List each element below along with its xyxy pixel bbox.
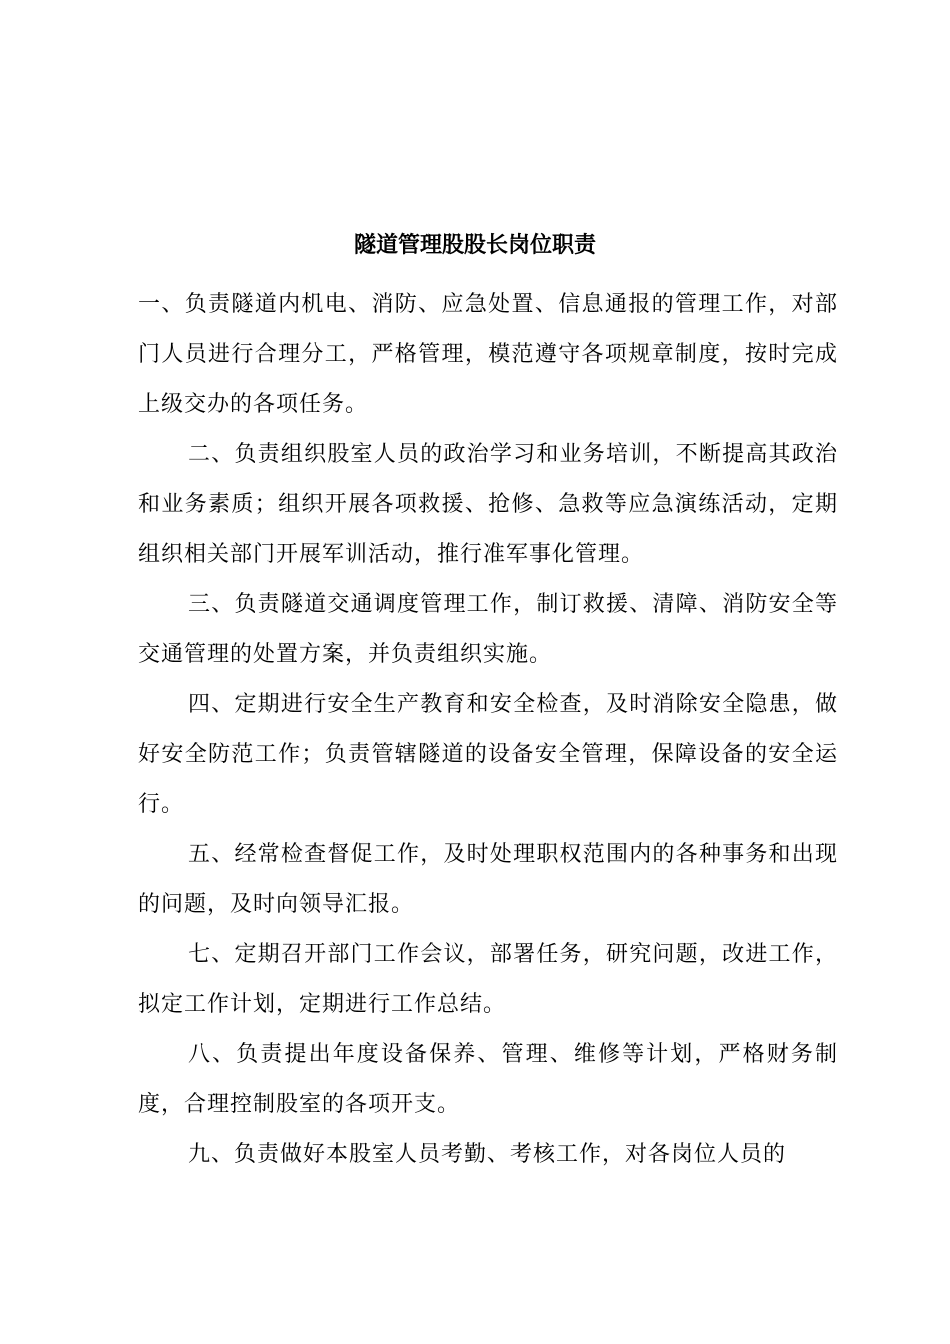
paragraph-3: 三、负责隧道交通调度管理工作，制订救援、清障、消防安全等交通管理的处置方案，并负责组织实施。 — [138, 592, 838, 667]
paragraph-4: 四、定期进行安全生产教育和安全检查，及时消除安全隐患，做好安全防范工作；负责管辖隧道的设备安全管理，保障设备的安全运行。 — [138, 692, 838, 817]
document-title: 隧道管理股股长岗位职责 — [353, 233, 596, 258]
document-body — [138, 280, 838, 1180]
paragraph-8: 九、负责做好本股室人员考勤、考核工作，对各岗位人员的 — [188, 1142, 787, 1167]
paragraph-2: 二、负责组织股室人员的政治学习和业务培训，不断提高其政治和业务素质；组织开展各项救援、抢修、急救等应急演练活动，定期组织相关部门开展军训活动，推行准军事化管理。 — [138, 442, 838, 567]
paragraph-5: 五、经常检查督促工作，及时处理职权范围内的各种事务和出现的问题，及时向领导汇报。 — [138, 842, 838, 917]
paragraph-7: 八、负责提出年度设备保养、管理、维修等计划，严格财务制度，合理控制股室的各项开支。 — [138, 1042, 838, 1117]
paragraph-1: 一、负责隧道内机电、消防、应急处置、信息通报的管理工作，对部门人员进行合理分工，严格管理，模范遵守各项规章制度，按时完成上级交办的各项任务。 — [138, 292, 838, 417]
paragraph-6: 七、定期召开部门工作会议，部署任务，研究问题，改进工作，拟定工作计划，定期进行工作总结。 — [138, 942, 838, 1017]
